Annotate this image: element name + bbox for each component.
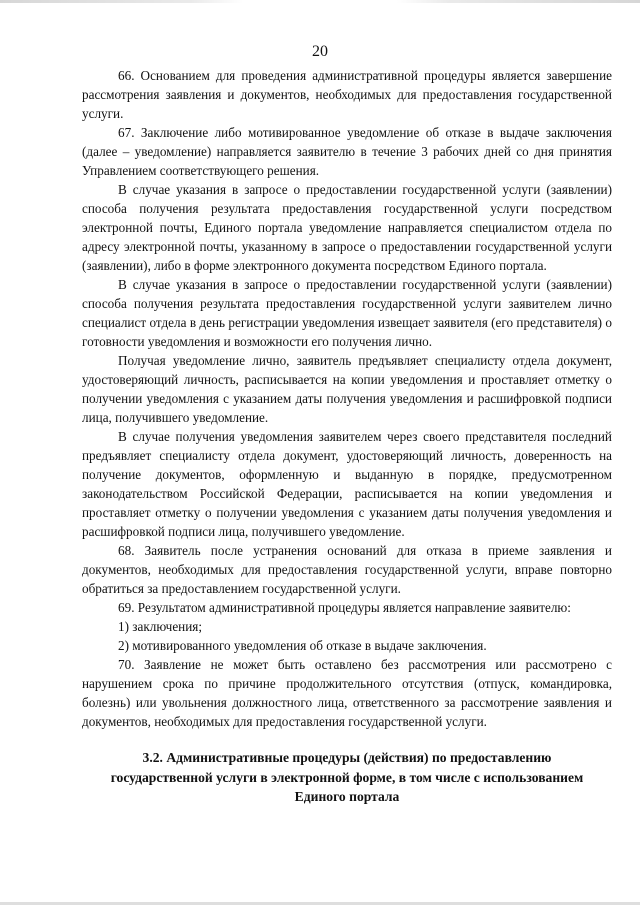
- paragraph-personal-delivery: В случае указания в запросе о предоставлении государственной услуги (заявлении) способа получения результата предоставления государственной услуги заявителем лично специалист отдела в день регистрации уведомления извещает заявителя (его представителя) о готовности уведомления и возможности его получения лично.: [82, 277, 612, 349]
- paragraph-68: 68. Заявитель после устранения оснований для отказа в приеме заявления и документов, необходимых для предоставления государственной услуги, вправе повторно обратиться за предоставлением государственной услуги.: [82, 543, 612, 596]
- list-item-2: 2) мотивированного уведомления об отказе в выдаче заключения.: [118, 638, 487, 653]
- paragraph-67: 67. Заключение либо мотивированное уведомление об отказе в выдаче заключения (далее – уведомление) направляется заявителю в течение 3 рабочих дней со дня принятия Управлением соответствующего решения.: [82, 125, 612, 178]
- paragraph-email-delivery: В случае указания в запросе о предоставлении государственной услуги (заявлении) способа получения результата предоставления государственной услуги посредством электронной почты, Единого портала уведомление направляется специалистом отдела по адресу электронной почты, указанному в запросе о предоставлении государственной услуги (заявлении), либо в форме электронного документа посредством Единого портала.: [82, 182, 612, 273]
- section-heading: 3.2. Административные процедуры (действия) по предоставлению государственной услуги в электронной форме, в том числе с использованием Единого портала: [110, 750, 584, 804]
- paragraph-personal-receipt: Получая уведомление лично, заявитель предъявляет специалисту отдела документ, удостоверяющий личность, расписывается на копии уведомления и проставляет отметку о получении уведомления с указанием даты получения уведомления и расшифровкой подписи лица, получившего уведомление.: [82, 353, 612, 425]
- list-item-1: 1) заключения;: [118, 619, 203, 634]
- document-body: [82, 66, 612, 807]
- paragraph-representative-receipt: В случае получения уведомления заявителем через своего представителя последний предъявляет специалисту отдела документ, удостоверяющий личность, доверенность на получение документов, оформленную и выданную в порядке, предусмотренном законодательством Российской Федерации, расписывается на копии уведомления и проставляет отметку о получении уведомления с указанием даты получения уведомления и расшифровкой подписи лица, получившего уведомление.: [82, 429, 612, 539]
- paragraph-70: 70. Заявление не может быть оставлено без рассмотрения или рассмотрено с нарушением срока по причине продолжительного отсутствия (отпуск, командировка, болезнь) или увольнения должностного лица, ответственного за рассмотрение заявления и документов, необходимых для предоставления государственной услуги.: [82, 657, 612, 729]
- scan-edge-top: [0, 0, 640, 3]
- page-number: 20: [312, 43, 328, 60]
- paragraph-66: 66. Основанием для проведения административной процедуры является завершение рассмотрения заявления и документов, необходимых для предоставления государственной услуги.: [82, 68, 612, 121]
- paragraph-69: 69. Результатом административной процедуры является направление заявителю:: [118, 600, 571, 615]
